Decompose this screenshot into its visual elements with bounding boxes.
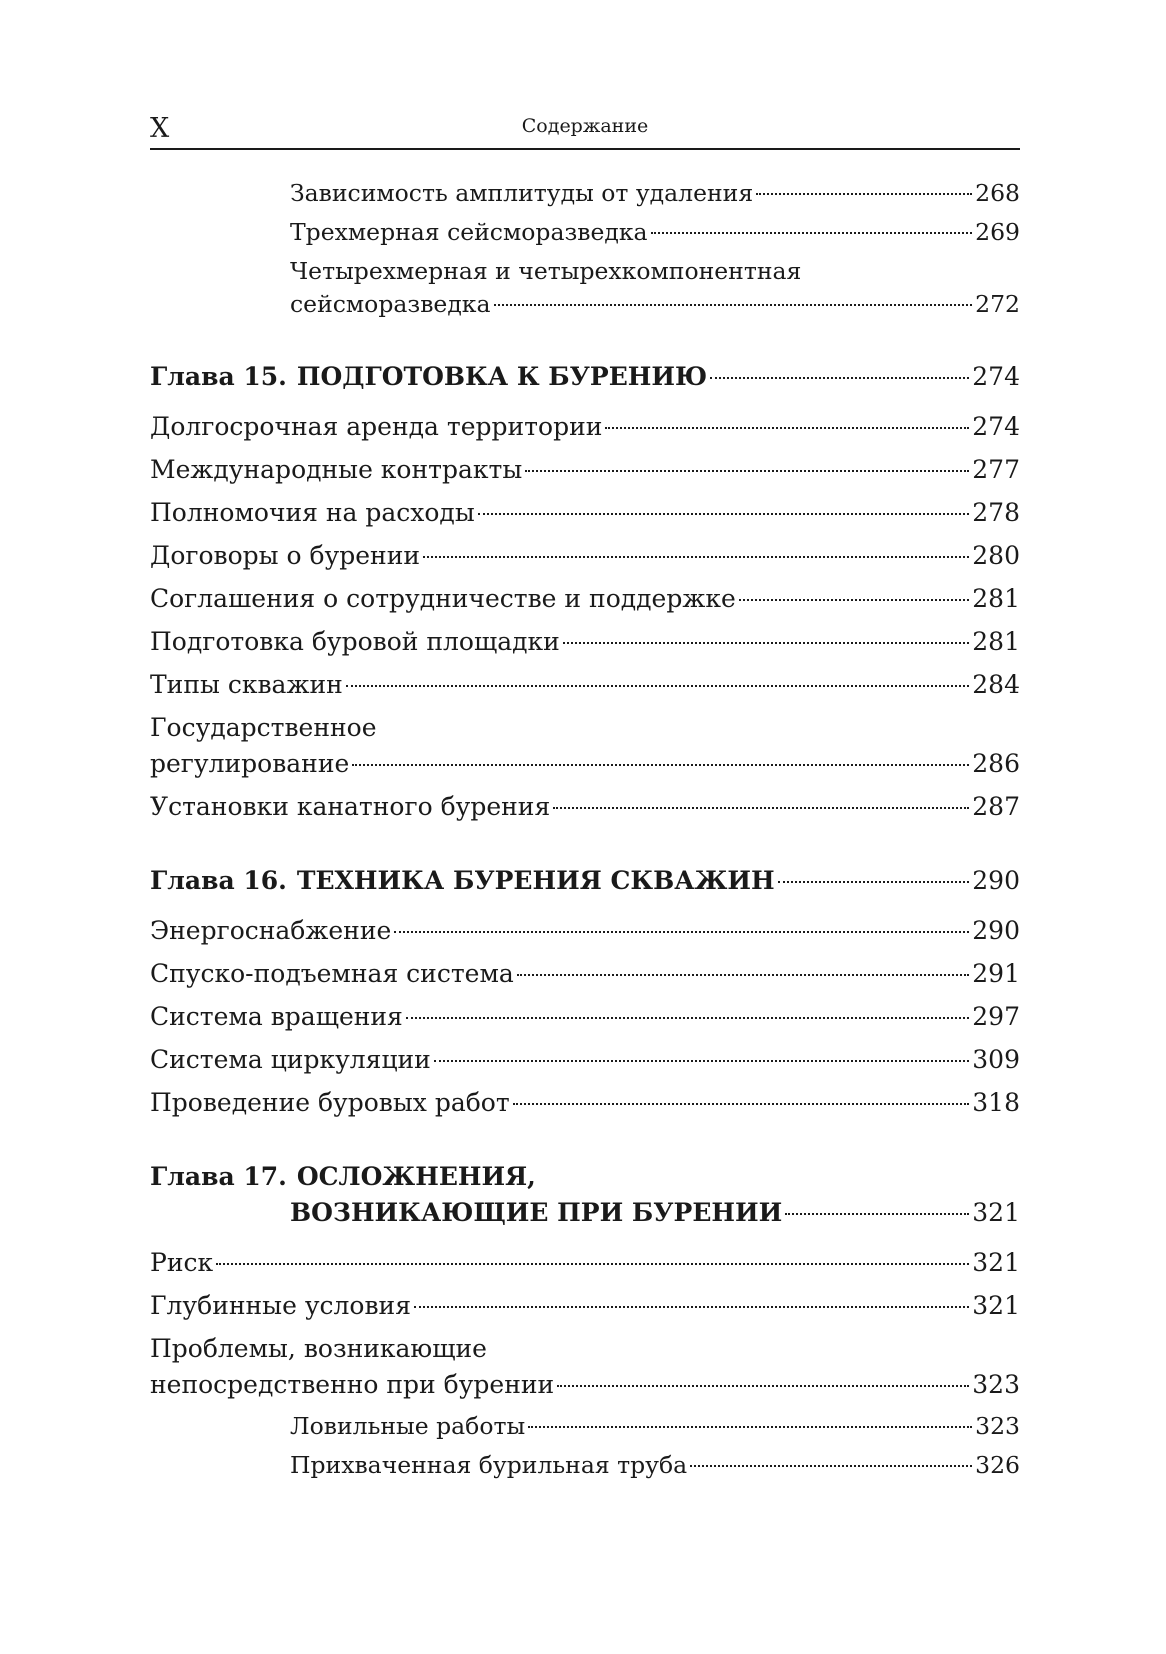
toc-page-number: 274 [972, 412, 1020, 441]
toc-page-number: 290 [972, 916, 1020, 945]
toc-entry-title: Риск [150, 1248, 214, 1277]
toc-subsection-entry[interactable] [150, 1410, 1020, 1443]
toc-page-number: 280 [972, 541, 1020, 570]
toc-entry-title: ВОЗНИКАЮЩИЕ ПРИ БУРЕНИИ [290, 1198, 783, 1227]
toc-entry-row [150, 581, 1020, 617]
toc-entry-title: Договоры о бурении [150, 541, 421, 570]
toc-entry-row [150, 956, 1020, 992]
toc-section-entry[interactable] [150, 581, 1020, 617]
toc-section-entry[interactable] [150, 538, 1020, 574]
toc-page-number: 281 [972, 584, 1020, 613]
toc-section-entry[interactable] [150, 624, 1020, 660]
page-folio: X [150, 113, 170, 144]
toc-entry-row [150, 999, 1020, 1035]
toc-subsection-entry[interactable] [150, 255, 1020, 321]
toc-chapter-label: Глава 16. [150, 866, 287, 895]
toc-entry-row [150, 1042, 1020, 1078]
toc-chapter-heading[interactable] [150, 359, 1020, 395]
toc-page-number: 269 [975, 218, 1020, 246]
toc-section-entry[interactable] [150, 710, 1020, 782]
running-head [150, 112, 1020, 150]
toc-entry-title: Энергоснабжение [150, 916, 392, 945]
toc-chapter-heading[interactable] [150, 1159, 1020, 1231]
toc-chapter-heading[interactable] [150, 863, 1020, 899]
toc-entry-first-line: Четырехмерная и четырехкомпонентная [290, 257, 802, 285]
toc-entry-row [150, 409, 1020, 445]
dot-leader [494, 304, 973, 306]
toc-page-number: 309 [972, 1045, 1020, 1074]
toc-page-number: 284 [972, 670, 1020, 699]
toc-entry-title: Спуско-подъемная система [150, 959, 514, 988]
dot-leader [651, 232, 973, 234]
toc-entry-row [290, 1410, 1020, 1443]
dot-leader [394, 931, 969, 933]
toc-page-number: 318 [972, 1088, 1020, 1117]
toc-section-entry[interactable] [150, 1085, 1020, 1121]
toc-page-number: 321 [972, 1291, 1020, 1320]
toc-entry-title: Система вращения [150, 1002, 403, 1031]
toc-chapter-first-line [150, 1159, 1020, 1195]
toc-entry-row [150, 495, 1020, 531]
dot-leader [525, 470, 969, 472]
toc-section-entry[interactable] [150, 1245, 1020, 1281]
toc-page-number: 274 [972, 362, 1020, 391]
dot-leader [553, 807, 969, 809]
toc-section-entry[interactable] [150, 495, 1020, 531]
dot-leader [778, 881, 970, 883]
toc-section-entry[interactable] [150, 409, 1020, 445]
toc-chapter-text [150, 359, 707, 395]
toc-page-number: 323 [972, 1370, 1020, 1399]
toc-entry-title: Подготовка буровой площадки [150, 627, 560, 656]
dot-leader [739, 599, 970, 601]
dot-leader [563, 642, 969, 644]
toc-section-entry[interactable] [150, 452, 1020, 488]
toc-entry-row [150, 1367, 1020, 1403]
toc-page-number: 277 [972, 455, 1020, 484]
toc-entry-row [290, 216, 1020, 249]
toc-entry-row [150, 1245, 1020, 1281]
toc-chapter-title: ПОДГОТОВКА К БУРЕНИЮ [296, 362, 708, 391]
toc-entry-first-line: Проблемы, возникающие [150, 1334, 487, 1363]
toc-page-number: 290 [972, 866, 1020, 895]
toc-section-entry[interactable] [150, 913, 1020, 949]
toc-entry-title: Система циркуляции [150, 1045, 431, 1074]
toc-entry-title: Глубинные условия [150, 1291, 411, 1320]
toc-entry-title: Типы скважин [150, 670, 343, 699]
dot-leader [528, 1426, 972, 1428]
toc-page-number: 281 [972, 627, 1020, 656]
toc-entry-title: Международные контракты [150, 455, 523, 484]
toc-entry-row [150, 667, 1020, 703]
toc-chapter-label: Глава 17. [150, 1162, 287, 1191]
toc-subsection-entry[interactable] [150, 1449, 1020, 1482]
dot-leader [434, 1060, 969, 1062]
toc-entry-title: непосредственно при бурении [150, 1370, 555, 1399]
toc-section-entry[interactable] [150, 789, 1020, 825]
dot-leader [605, 427, 969, 429]
toc-entry-title: сейсморазведка [290, 290, 491, 318]
toc-page-number: 278 [972, 498, 1020, 527]
toc-entry-row [150, 1085, 1020, 1121]
toc-page-number: 326 [975, 1451, 1020, 1479]
toc-entry-row [150, 1195, 1020, 1231]
dot-leader [216, 1263, 969, 1265]
toc-entry-title: Прихваченная бурильная труба [290, 1451, 688, 1479]
toc-entry-title: Соглашения о сотрудничестве и поддержке [150, 584, 736, 613]
dot-leader [478, 513, 970, 515]
dot-leader [690, 1465, 972, 1467]
toc-entry-title: Долгосрочная аренда территории [150, 412, 603, 441]
toc-section-entry[interactable] [150, 667, 1020, 703]
toc-entry-row [290, 288, 1020, 321]
toc-subsection-entry[interactable] [150, 216, 1020, 249]
toc-chapter-title-line1: ОСЛОЖНЕНИЯ, [296, 1162, 536, 1191]
running-head-title: Содержание [521, 115, 649, 137]
toc-entry-row [150, 624, 1020, 660]
dot-leader [406, 1017, 969, 1019]
dot-leader [517, 974, 969, 976]
toc-page-number: 272 [975, 290, 1020, 318]
toc-entry-row [150, 746, 1020, 782]
book-page [150, 0, 1020, 1654]
toc-chapter-title: ТЕХНИКА БУРЕНИЯ СКВАЖИН [296, 866, 775, 895]
toc-entry-title: Ловильные работы [290, 1412, 526, 1440]
toc-entry-title: регулирование [150, 749, 350, 778]
dot-leader [423, 556, 969, 558]
table-of-contents [150, 177, 1020, 1488]
toc-entry-row [290, 1449, 1020, 1482]
toc-page-number: 321 [972, 1248, 1020, 1277]
toc-subsection-entry[interactable] [150, 177, 1020, 210]
dot-leader [352, 764, 969, 766]
toc-page-number: 323 [975, 1412, 1020, 1440]
toc-chapter-label: Глава 15. [150, 362, 287, 391]
toc-entry-row [150, 359, 1020, 395]
dot-leader [513, 1103, 970, 1105]
toc-entry-row [150, 789, 1020, 825]
toc-entry-title: Зависимость амплитуды от удаления [290, 179, 754, 207]
toc-section-entry[interactable] [150, 1042, 1020, 1078]
toc-section-entry[interactable] [150, 956, 1020, 992]
toc-entry-title: Трехмерная сейсморазведка [290, 218, 648, 246]
toc-entry-title: Проведение буровых работ [150, 1088, 510, 1117]
dot-leader [557, 1385, 969, 1387]
toc-page-number: 287 [972, 792, 1020, 821]
toc-entry-title: Полномочия на расходы [150, 498, 475, 527]
dot-leader [756, 193, 972, 195]
toc-chapter-text [150, 863, 775, 899]
toc-section-entry[interactable] [150, 1331, 1020, 1403]
dot-leader [346, 685, 970, 687]
toc-entry-row [150, 913, 1020, 949]
toc-page-number: 291 [972, 959, 1020, 988]
toc-entry-row [150, 452, 1020, 488]
toc-page-number: 297 [972, 1002, 1020, 1031]
toc-page-number: 286 [972, 749, 1020, 778]
toc-section-entry[interactable] [150, 999, 1020, 1035]
toc-entry-row [150, 863, 1020, 899]
toc-entry-row [150, 538, 1020, 574]
toc-entry-title: Установки канатного бурения [150, 792, 551, 821]
toc-page-number: 321 [972, 1198, 1020, 1227]
dot-leader [414, 1306, 969, 1308]
toc-page-number: 268 [975, 179, 1020, 207]
dot-leader [785, 1213, 969, 1215]
toc-section-entry[interactable] [150, 1288, 1020, 1324]
toc-entry-row [150, 1288, 1020, 1324]
dot-leader [710, 377, 969, 379]
toc-entry-first-line: Государственное [150, 713, 377, 742]
toc-entry-row [290, 177, 1020, 210]
